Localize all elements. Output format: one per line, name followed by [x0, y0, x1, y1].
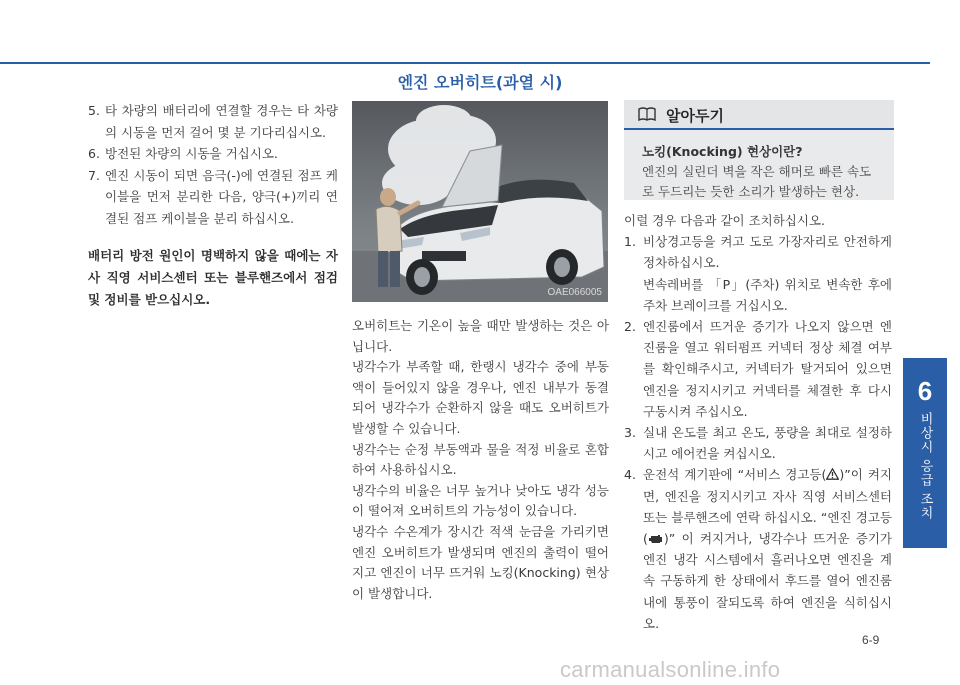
info-box: [624, 100, 894, 200]
right-column: [624, 210, 892, 634]
list-text: 엔진룸에서 뜨거운 증기가 나오지 않으면 엔진룸을 열고 워터펌프 커넥터 정상 체결 여부를 확인해주시고, 커넥터가 탈거되어 있으면 엔진을 정지시키고 커넥터를 체결한 후 다시 구동시켜 주십시오.: [643, 319, 892, 419]
list-item: [624, 231, 892, 316]
list-extra-text: 변속레버를 「P」(주차) 위치로 변속한 후에 주차 브레이크를 거십시오.: [643, 276, 892, 313]
list-text-part: )”이 켜지면, 엔진을 정지시키고 자사 직영 서비스센터 또는 블루핸즈에 연락 하십시오. “엔진 경고등(: [643, 467, 892, 547]
list-text: 타 차량의 배터리에 연결할 경우는 타 차량의 시동을 먼저 걸어 몇 분 기다리십시오.: [105, 103, 338, 140]
info-box-text: 엔진의 실린더 벽을 작은 해머로 빠른 속도로 두드리는 듯한 소리가 발생하는 현상.: [642, 164, 872, 199]
list-item: [88, 165, 338, 230]
engine-warning-icon: [648, 533, 664, 544]
intro-text: 이럴 경우 다음과 같이 조치하십시오.: [624, 213, 825, 228]
book-icon: [638, 107, 656, 122]
section-title: 엔진 오버히트(과열 시): [397, 73, 563, 92]
middle-column: [352, 316, 609, 604]
section-label: 비상시 응급 조치: [917, 412, 933, 521]
left-column: [88, 100, 338, 311]
list-text-part: )” 이 켜지거나, 냉각수나 뜨거운 증기가 엔진 냉각 시스템에서 흘러나오면 엔진을 계속 구동하게 한 상태에서 후드를 열어 엔진룸 내에 통풍이 잘되도록 하여 엔진을 식히십시오.: [643, 531, 892, 631]
top-rule: [0, 62, 930, 64]
list-number: 2.: [624, 319, 636, 335]
info-box-header: [624, 100, 894, 130]
list-number: 6.: [88, 146, 100, 161]
paragraph: 냉각수 수온계가 장시간 적색 눈금을 가리키면 엔진 오버히트가 발생되며 엔진의 출력이 떨어지고 엔진이 너무 뜨거워 노킹(Knocking) 현상이 발생합니다.: [352, 523, 609, 601]
list-item: [624, 422, 892, 464]
page-number: 6-9: [862, 633, 880, 647]
section-number: 6: [917, 376, 933, 406]
paragraph: 냉각수가 부족할 때, 한랭시 냉각수 중에 부동액이 들어있지 않을 경우나, 엔진 내부가 동결되어 냉각수가 순환하지 않을 때도 오버히트가 발생할 수 있습니다.: [352, 359, 609, 436]
paragraph: 냉각수의 비율은 너무 높거나 낮아도 냉각 성능이 떨어져 오버히트의 가능성이 있습니다.: [352, 482, 609, 519]
overheat-photo: [352, 101, 608, 302]
list-item: [624, 316, 892, 422]
list-number: 4.: [624, 467, 636, 483]
info-box-title: 알아두기: [666, 107, 724, 125]
service-warning-icon: [826, 468, 839, 480]
list-item: [88, 100, 338, 143]
list-text: [643, 464, 892, 634]
paragraph: 오버히트는 기온이 높을 때만 발생하는 것은 아닙니다.: [352, 318, 609, 354]
list-item: [624, 464, 892, 634]
list-item: [88, 143, 338, 165]
list-text: 방전된 차량의 시동을 거십시오.: [105, 146, 278, 161]
watermark: carmanualsonline.info: [560, 657, 781, 682]
image-code: OAE066005: [547, 287, 602, 298]
list-text: 실내 온도를 최고 온도, 풍량을 최대로 설정하시고 에어컨을 켜십시오.: [643, 425, 892, 462]
info-box-subtitle: 노킹(Knocking) 현상이란?: [642, 144, 803, 159]
list-number: 7.: [88, 167, 100, 183]
list-text-part: 운전석 계기판에 “서비스 경고등(: [643, 467, 827, 483]
paragraph: 냉각수는 순정 부동액과 물을 적정 비율로 혼합하여 사용하십시오.: [352, 441, 609, 478]
list-number: 1.: [624, 234, 636, 250]
list-text: 엔진 시동이 되면 음극(-)에 연결된 점프 케이블을 먼저 분리한 다음, 양극(+)끼리 연결된 점프 케이블을 분리 하십시오.: [105, 167, 338, 226]
car-illustration: [352, 101, 608, 302]
list-text: 비상경고등을 켜고 도로 가장자리로 안전하게 정차하십시오.: [643, 234, 892, 271]
list-number: 5.: [88, 103, 100, 118]
list-number: 3.: [624, 425, 636, 441]
battery-note: 배터리 방전 원인이 명백하지 않을 때에는 자사 직영 서비스센터 또는 블루핸즈에서 점검 및 정비를 받으십시오.: [88, 248, 338, 307]
